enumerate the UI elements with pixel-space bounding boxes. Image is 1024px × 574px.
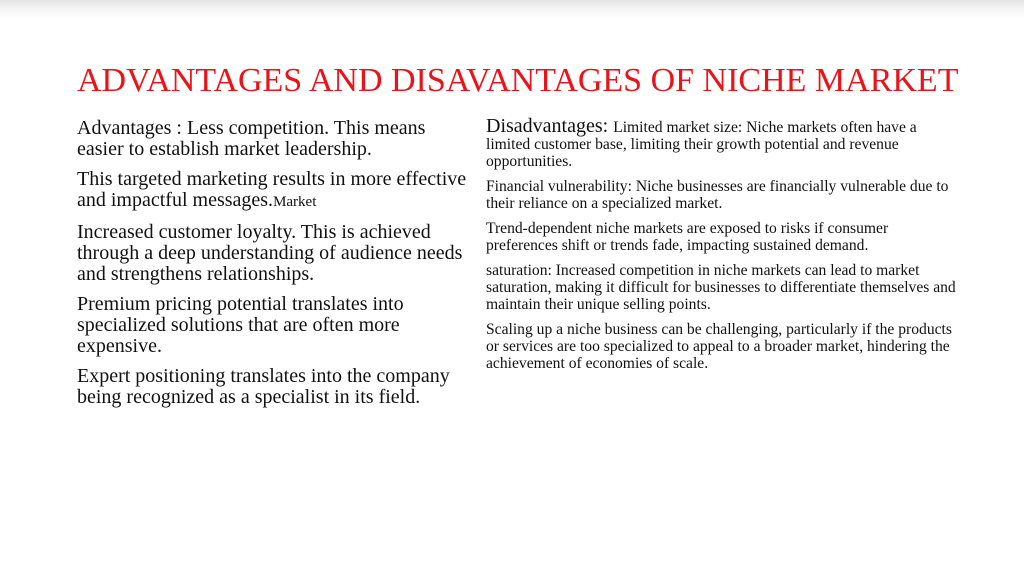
disadvantage-text: Limited market size: Niche markets often have a limited customer base, limiting their growth potential and revenue opportunities. bbox=[486, 119, 917, 170]
advantage-paragraph: Advantages : Less competition. This means easier to establish market leadership. bbox=[77, 117, 426, 160]
advantage-paragraph bbox=[77, 169, 469, 213]
advantages-column bbox=[77, 118, 469, 417]
advantage-paragraph: Premium pricing potential translates into specialized solutions that are often more expensive. bbox=[77, 293, 404, 357]
disadvantages-column bbox=[486, 115, 956, 380]
slide-title: ADVANTAGES AND DISAVANTAGES OF NICHE MARKET bbox=[77, 62, 959, 99]
slide-top-shadow bbox=[0, 0, 1024, 18]
disadvantage-paragraph: Financial vulnerability: Niche businesses are financially vulnerable due to their reliance on a specialized market. bbox=[486, 178, 949, 212]
advantage-paragraph: Expert positioning translates into the company being recognized as a specialist in its field. bbox=[77, 365, 450, 408]
advantage-text: This targeted marketing results in more effective and impactful messages. bbox=[77, 168, 467, 211]
disadvantage-paragraph bbox=[486, 115, 956, 170]
disadvantage-paragraph: saturation: Increased competition in niche markets can lead to market saturation, making it difficult for businesses to differentiate themselves and maintain their unique selling points. bbox=[486, 262, 956, 313]
advantage-trailing-text: Market bbox=[273, 194, 317, 210]
disadvantage-paragraph: Trend-dependent niche markets are exposed to risks if consumer preferences shift or trends fade, impacting sustained demand. bbox=[486, 220, 889, 254]
disadvantages-heading: Disadvantages: bbox=[486, 115, 614, 137]
disadvantage-paragraph: Scaling up a niche business can be challenging, particularly if the products or services are too specialized to appeal to a broader market, hindering the achievement of economies of scale. bbox=[486, 321, 952, 372]
advantage-paragraph: Increased customer loyalty. This is achieved through a deep understanding of audience needs and strengthens relationships. bbox=[77, 221, 463, 285]
